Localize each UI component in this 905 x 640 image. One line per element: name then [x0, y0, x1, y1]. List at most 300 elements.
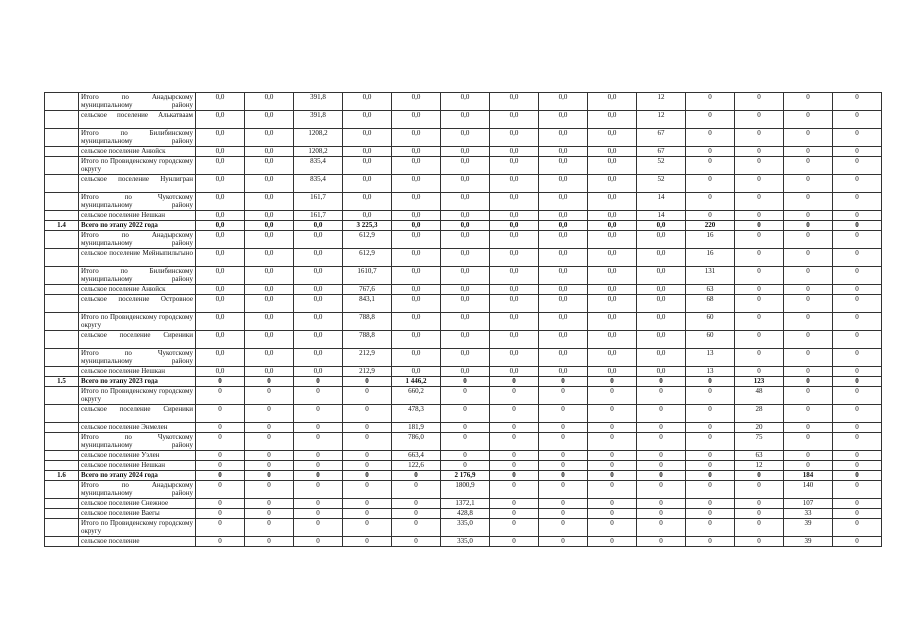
value-cell: 0	[539, 471, 588, 481]
value-cell: 140	[784, 481, 833, 499]
value-cell: 0	[245, 537, 294, 547]
value-cell: 0	[735, 481, 784, 499]
value-cell: 0	[637, 471, 686, 481]
value-cell: 0	[735, 211, 784, 221]
value-cell: 1 446,2	[392, 377, 441, 387]
value-cell: 0	[294, 471, 343, 481]
table-row	[45, 313, 882, 331]
row-label: сельское поселение Островное	[79, 295, 196, 313]
row-label: сельское поселение Снежное	[79, 499, 196, 509]
value-cell: 0	[637, 405, 686, 423]
value-cell: 0,0	[441, 331, 490, 349]
value-cell: 0	[735, 367, 784, 377]
value-cell: 220	[686, 221, 735, 231]
value-cell: 0,0	[539, 295, 588, 313]
value-cell: 0	[588, 423, 637, 433]
value-cell: 0,0	[588, 331, 637, 349]
value-cell: 0,0	[196, 267, 245, 285]
row-number	[45, 433, 79, 451]
value-cell: 0,0	[539, 331, 588, 349]
value-cell: 0,0	[343, 93, 392, 111]
row-label: Итого по Чукотскому муниципальному району	[79, 193, 196, 211]
value-cell: 0	[686, 129, 735, 147]
value-cell: 0	[686, 387, 735, 405]
table-row	[45, 433, 882, 451]
value-cell: 0	[735, 231, 784, 249]
value-cell: 0	[637, 461, 686, 471]
value-cell: 0,0	[294, 221, 343, 231]
value-cell: 0	[392, 471, 441, 481]
table-row	[45, 405, 882, 423]
value-cell: 0,0	[490, 231, 539, 249]
value-cell: 0	[686, 451, 735, 461]
value-cell: 0	[735, 129, 784, 147]
value-cell: 0,0	[196, 349, 245, 367]
value-cell: 0	[686, 377, 735, 387]
value-cell: 391,8	[294, 93, 343, 111]
value-cell: 0	[343, 499, 392, 509]
value-cell: 0	[441, 387, 490, 405]
value-cell: 0,0	[294, 295, 343, 313]
value-cell: 0	[294, 519, 343, 537]
row-label: Всего по этапу 2024 года	[79, 471, 196, 481]
value-cell: 0,0	[196, 331, 245, 349]
value-cell: 0	[539, 423, 588, 433]
value-cell: 0,0	[343, 111, 392, 129]
value-cell: 3 225,3	[343, 221, 392, 231]
row-number	[45, 461, 79, 471]
value-cell: 0	[686, 157, 735, 175]
table-row	[45, 331, 882, 349]
row-label: Итого по Анадырскому муниципальному району	[79, 93, 196, 111]
row-label: Итого по Провиденскому городскому округу	[79, 519, 196, 537]
value-cell: 0,0	[245, 221, 294, 231]
row-number	[45, 499, 79, 509]
value-cell: 0	[196, 461, 245, 471]
value-cell: 0	[784, 387, 833, 405]
value-cell: 0	[833, 231, 882, 249]
value-cell: 161,7	[294, 193, 343, 211]
value-cell: 0,0	[588, 129, 637, 147]
value-cell: 0	[784, 461, 833, 471]
value-cell: 0,0	[490, 211, 539, 221]
value-cell: 0,0	[637, 249, 686, 267]
value-cell: 0,0	[539, 157, 588, 175]
value-cell: 0	[490, 509, 539, 519]
value-cell: 0,0	[490, 147, 539, 157]
value-cell: 0	[343, 451, 392, 461]
row-label: Итого по Билибинскому муниципальному району	[79, 267, 196, 285]
value-cell: 0,0	[539, 93, 588, 111]
row-label: сельское поселение Нешкан	[79, 367, 196, 377]
row-number	[45, 129, 79, 147]
value-cell: 0,0	[441, 267, 490, 285]
value-cell: 0	[539, 519, 588, 537]
row-label: Итого по Провиденскому городскому округу	[79, 387, 196, 405]
row-label: сельское поселение Мейныпильгыно	[79, 249, 196, 267]
value-cell: 0	[539, 537, 588, 547]
value-cell: 0	[490, 377, 539, 387]
value-cell: 0	[588, 481, 637, 499]
value-cell: 0,0	[441, 193, 490, 211]
value-cell: 0,0	[490, 129, 539, 147]
value-cell: 0,0	[539, 313, 588, 331]
value-cell: 0,0	[245, 147, 294, 157]
value-cell: 0	[784, 349, 833, 367]
value-cell: 0	[343, 433, 392, 451]
value-cell: 0	[686, 499, 735, 509]
value-cell: 0	[833, 377, 882, 387]
value-cell: 0,0	[588, 193, 637, 211]
value-cell: 0	[196, 519, 245, 537]
value-cell: 0,0	[588, 221, 637, 231]
value-cell: 0	[735, 499, 784, 509]
value-cell: 0,0	[196, 249, 245, 267]
value-cell: 0,0	[490, 175, 539, 193]
value-cell: 0	[735, 93, 784, 111]
value-cell: 0	[833, 249, 882, 267]
row-number	[45, 157, 79, 175]
value-cell: 0	[539, 499, 588, 509]
value-cell: 12	[735, 461, 784, 471]
table-row	[45, 537, 882, 547]
value-cell: 612,9	[343, 249, 392, 267]
value-cell: 0,0	[392, 157, 441, 175]
value-cell: 612,9	[343, 231, 392, 249]
value-cell: 0,0	[490, 331, 539, 349]
value-cell: 0	[294, 423, 343, 433]
value-cell: 0	[539, 405, 588, 423]
value-cell: 788,8	[343, 331, 392, 349]
value-cell: 0	[833, 157, 882, 175]
value-cell: 0	[539, 433, 588, 451]
row-number	[45, 331, 79, 349]
value-cell: 0,0	[637, 313, 686, 331]
value-cell: 0,0	[441, 157, 490, 175]
value-cell: 0	[637, 433, 686, 451]
row-label: сельское поселение Нешкан	[79, 461, 196, 471]
value-cell: 0	[784, 377, 833, 387]
value-cell: 788,8	[343, 313, 392, 331]
table-row	[45, 509, 882, 519]
value-cell: 0	[833, 537, 882, 547]
value-cell: 0	[784, 249, 833, 267]
value-cell: 0	[784, 313, 833, 331]
table-row	[45, 295, 882, 313]
value-cell: 0,0	[294, 249, 343, 267]
value-cell: 0,0	[245, 367, 294, 377]
value-cell: 0	[784, 295, 833, 313]
row-number	[45, 267, 79, 285]
value-cell: 0	[539, 377, 588, 387]
value-cell: 1800,9	[441, 481, 490, 499]
value-cell: 0,0	[490, 157, 539, 175]
value-cell: 52	[637, 157, 686, 175]
value-cell: 0,0	[490, 93, 539, 111]
value-cell: 0,0	[637, 367, 686, 377]
table-row	[45, 267, 882, 285]
value-cell: 0,0	[637, 349, 686, 367]
value-cell: 0	[784, 405, 833, 423]
value-cell: 0,0	[245, 175, 294, 193]
value-cell: 131	[686, 267, 735, 285]
value-cell: 68	[686, 295, 735, 313]
value-cell: 52	[637, 175, 686, 193]
row-number	[45, 313, 79, 331]
value-cell: 123	[735, 377, 784, 387]
value-cell: 1372,1	[441, 499, 490, 509]
value-cell: 0	[490, 405, 539, 423]
value-cell: 0,0	[539, 193, 588, 211]
row-number	[45, 367, 79, 377]
value-cell: 767,6	[343, 285, 392, 295]
value-cell: 0,0	[294, 331, 343, 349]
value-cell: 0,0	[588, 175, 637, 193]
value-cell: 0	[245, 423, 294, 433]
row-label: Итого по Анадырскому муниципальному району	[79, 231, 196, 249]
value-cell: 0,0	[245, 157, 294, 175]
value-cell: 0	[784, 451, 833, 461]
value-cell: 0,0	[490, 249, 539, 267]
value-cell: 0,0	[245, 193, 294, 211]
value-cell: 0	[833, 175, 882, 193]
value-cell: 0,0	[245, 331, 294, 349]
value-cell: 0	[686, 147, 735, 157]
value-cell: 0,0	[392, 249, 441, 267]
row-number	[45, 249, 79, 267]
value-cell: 0	[735, 249, 784, 267]
value-cell: 0,0	[441, 285, 490, 295]
value-cell: 2 176,9	[441, 471, 490, 481]
value-cell: 0,0	[441, 147, 490, 157]
value-cell: 0,0	[637, 331, 686, 349]
row-label: Итого по Чукотскому муниципальному району	[79, 433, 196, 451]
stage-total-row	[45, 471, 882, 481]
value-cell: 0,0	[539, 129, 588, 147]
value-cell: 0	[588, 461, 637, 471]
value-cell: 0,0	[588, 267, 637, 285]
value-cell: 0	[735, 285, 784, 295]
value-cell: 0	[735, 537, 784, 547]
value-cell: 0,0	[637, 295, 686, 313]
value-cell: 0	[441, 405, 490, 423]
value-cell: 0,0	[392, 93, 441, 111]
value-cell: 0	[196, 537, 245, 547]
value-cell: 0	[833, 129, 882, 147]
value-cell: 0	[735, 221, 784, 231]
value-cell: 0,0	[392, 331, 441, 349]
value-cell: 0,0	[441, 313, 490, 331]
value-cell: 0	[441, 423, 490, 433]
value-cell: 0,0	[490, 193, 539, 211]
value-cell: 0,0	[392, 295, 441, 313]
row-number	[45, 211, 79, 221]
row-number	[45, 349, 79, 367]
value-cell: 0,0	[392, 193, 441, 211]
value-cell: 0,0	[392, 349, 441, 367]
value-cell: 0,0	[245, 267, 294, 285]
table-row	[45, 499, 882, 509]
value-cell: 0	[735, 295, 784, 313]
value-cell: 0,0	[490, 349, 539, 367]
value-cell: 663,4	[392, 451, 441, 461]
value-cell: 0	[294, 377, 343, 387]
value-cell: 0	[833, 267, 882, 285]
value-cell: 0	[833, 349, 882, 367]
value-cell: 28	[735, 405, 784, 423]
table-row	[45, 367, 882, 377]
value-cell: 0	[833, 313, 882, 331]
value-cell: 122,6	[392, 461, 441, 471]
value-cell: 0	[735, 471, 784, 481]
value-cell: 0	[588, 537, 637, 547]
value-cell: 0	[490, 387, 539, 405]
value-cell: 0	[294, 461, 343, 471]
value-cell: 0	[245, 519, 294, 537]
value-cell: 0	[245, 471, 294, 481]
row-number	[45, 387, 79, 405]
value-cell: 391,8	[294, 111, 343, 129]
value-cell: 0,0	[196, 313, 245, 331]
value-cell: 0	[343, 509, 392, 519]
value-cell: 835,4	[294, 157, 343, 175]
value-cell: 0	[588, 509, 637, 519]
value-cell: 0,0	[392, 175, 441, 193]
value-cell: 0	[294, 387, 343, 405]
value-cell: 0,0	[539, 147, 588, 157]
value-cell: 0	[392, 499, 441, 509]
row-number	[45, 147, 79, 157]
value-cell: 0,0	[490, 267, 539, 285]
value-cell: 0	[833, 405, 882, 423]
value-cell: 0	[686, 93, 735, 111]
row-label: сельское поселение Ваегы	[79, 509, 196, 519]
value-cell: 0,0	[539, 221, 588, 231]
value-cell: 0	[833, 451, 882, 461]
value-cell: 0,0	[539, 267, 588, 285]
row-label: сельское поселение Анюйск	[79, 285, 196, 295]
value-cell: 0,0	[392, 231, 441, 249]
value-cell: 478,3	[392, 405, 441, 423]
table-row	[45, 451, 882, 461]
value-cell: 0,0	[539, 285, 588, 295]
value-cell: 0	[196, 405, 245, 423]
value-cell: 0	[343, 405, 392, 423]
row-number	[45, 451, 79, 461]
value-cell: 0	[490, 461, 539, 471]
value-cell: 0,0	[294, 349, 343, 367]
value-cell: 335,0	[441, 519, 490, 537]
value-cell: 0	[588, 377, 637, 387]
value-cell: 0	[833, 519, 882, 537]
value-cell: 48	[735, 387, 784, 405]
data-table	[44, 92, 882, 547]
value-cell: 0	[735, 349, 784, 367]
value-cell: 0	[735, 147, 784, 157]
value-cell: 0	[441, 433, 490, 451]
value-cell: 0	[833, 471, 882, 481]
row-label: Итого по Чукотскому муниципальному району	[79, 349, 196, 367]
row-label: сельское поселение	[79, 537, 196, 547]
value-cell: 39	[784, 537, 833, 547]
value-cell: 0	[833, 147, 882, 157]
table-row	[45, 423, 882, 433]
value-cell: 0	[637, 451, 686, 461]
value-cell: 0,0	[490, 285, 539, 295]
value-cell: 0	[490, 537, 539, 547]
value-cell: 0,0	[441, 211, 490, 221]
value-cell: 184	[784, 471, 833, 481]
value-cell: 0	[343, 481, 392, 499]
value-cell: 63	[686, 285, 735, 295]
value-cell: 0,0	[490, 313, 539, 331]
table-row	[45, 93, 882, 111]
value-cell: 0	[196, 377, 245, 387]
stage-total-row	[45, 377, 882, 387]
value-cell: 0,0	[294, 367, 343, 377]
value-cell: 0	[833, 499, 882, 509]
value-cell: 0	[784, 175, 833, 193]
value-cell: 0	[539, 481, 588, 499]
value-cell: 13	[686, 349, 735, 367]
value-cell: 0,0	[343, 211, 392, 221]
value-cell: 0	[588, 387, 637, 405]
value-cell: 0,0	[392, 111, 441, 129]
value-cell: 0	[490, 451, 539, 461]
value-cell: 60	[686, 313, 735, 331]
table-row	[45, 349, 882, 367]
row-number	[45, 481, 79, 499]
value-cell: 0	[784, 367, 833, 377]
value-cell: 0,0	[539, 367, 588, 377]
value-cell: 0	[392, 481, 441, 499]
value-cell: 0	[245, 481, 294, 499]
table-row	[45, 111, 882, 129]
value-cell: 0,0	[490, 221, 539, 231]
value-cell: 0	[833, 285, 882, 295]
value-cell: 0	[784, 157, 833, 175]
table-row	[45, 481, 882, 499]
value-cell: 0	[490, 519, 539, 537]
value-cell: 0	[637, 499, 686, 509]
value-cell: 0,0	[588, 367, 637, 377]
value-cell: 0,0	[294, 313, 343, 331]
value-cell: 0	[686, 481, 735, 499]
value-cell: 0,0	[392, 147, 441, 157]
value-cell: 0	[196, 451, 245, 461]
table-row	[45, 211, 882, 221]
value-cell: 0	[784, 331, 833, 349]
row-label: сельское поселение Сиреники	[79, 405, 196, 423]
value-cell: 0	[294, 451, 343, 461]
row-label: сельское поселение Алькатваам	[79, 111, 196, 129]
value-cell: 0,0	[441, 295, 490, 313]
value-cell: 0	[784, 423, 833, 433]
value-cell: 0	[784, 221, 833, 231]
value-cell: 75	[735, 433, 784, 451]
value-cell: 0	[343, 471, 392, 481]
value-cell: 0	[490, 481, 539, 499]
value-cell: 0	[686, 211, 735, 221]
value-cell: 0,0	[637, 221, 686, 231]
row-number	[45, 175, 79, 193]
value-cell: 0	[833, 423, 882, 433]
value-cell: 0	[294, 433, 343, 451]
value-cell: 0,0	[539, 111, 588, 129]
value-cell: 0	[343, 461, 392, 471]
value-cell: 0	[490, 471, 539, 481]
value-cell: 0	[735, 331, 784, 349]
